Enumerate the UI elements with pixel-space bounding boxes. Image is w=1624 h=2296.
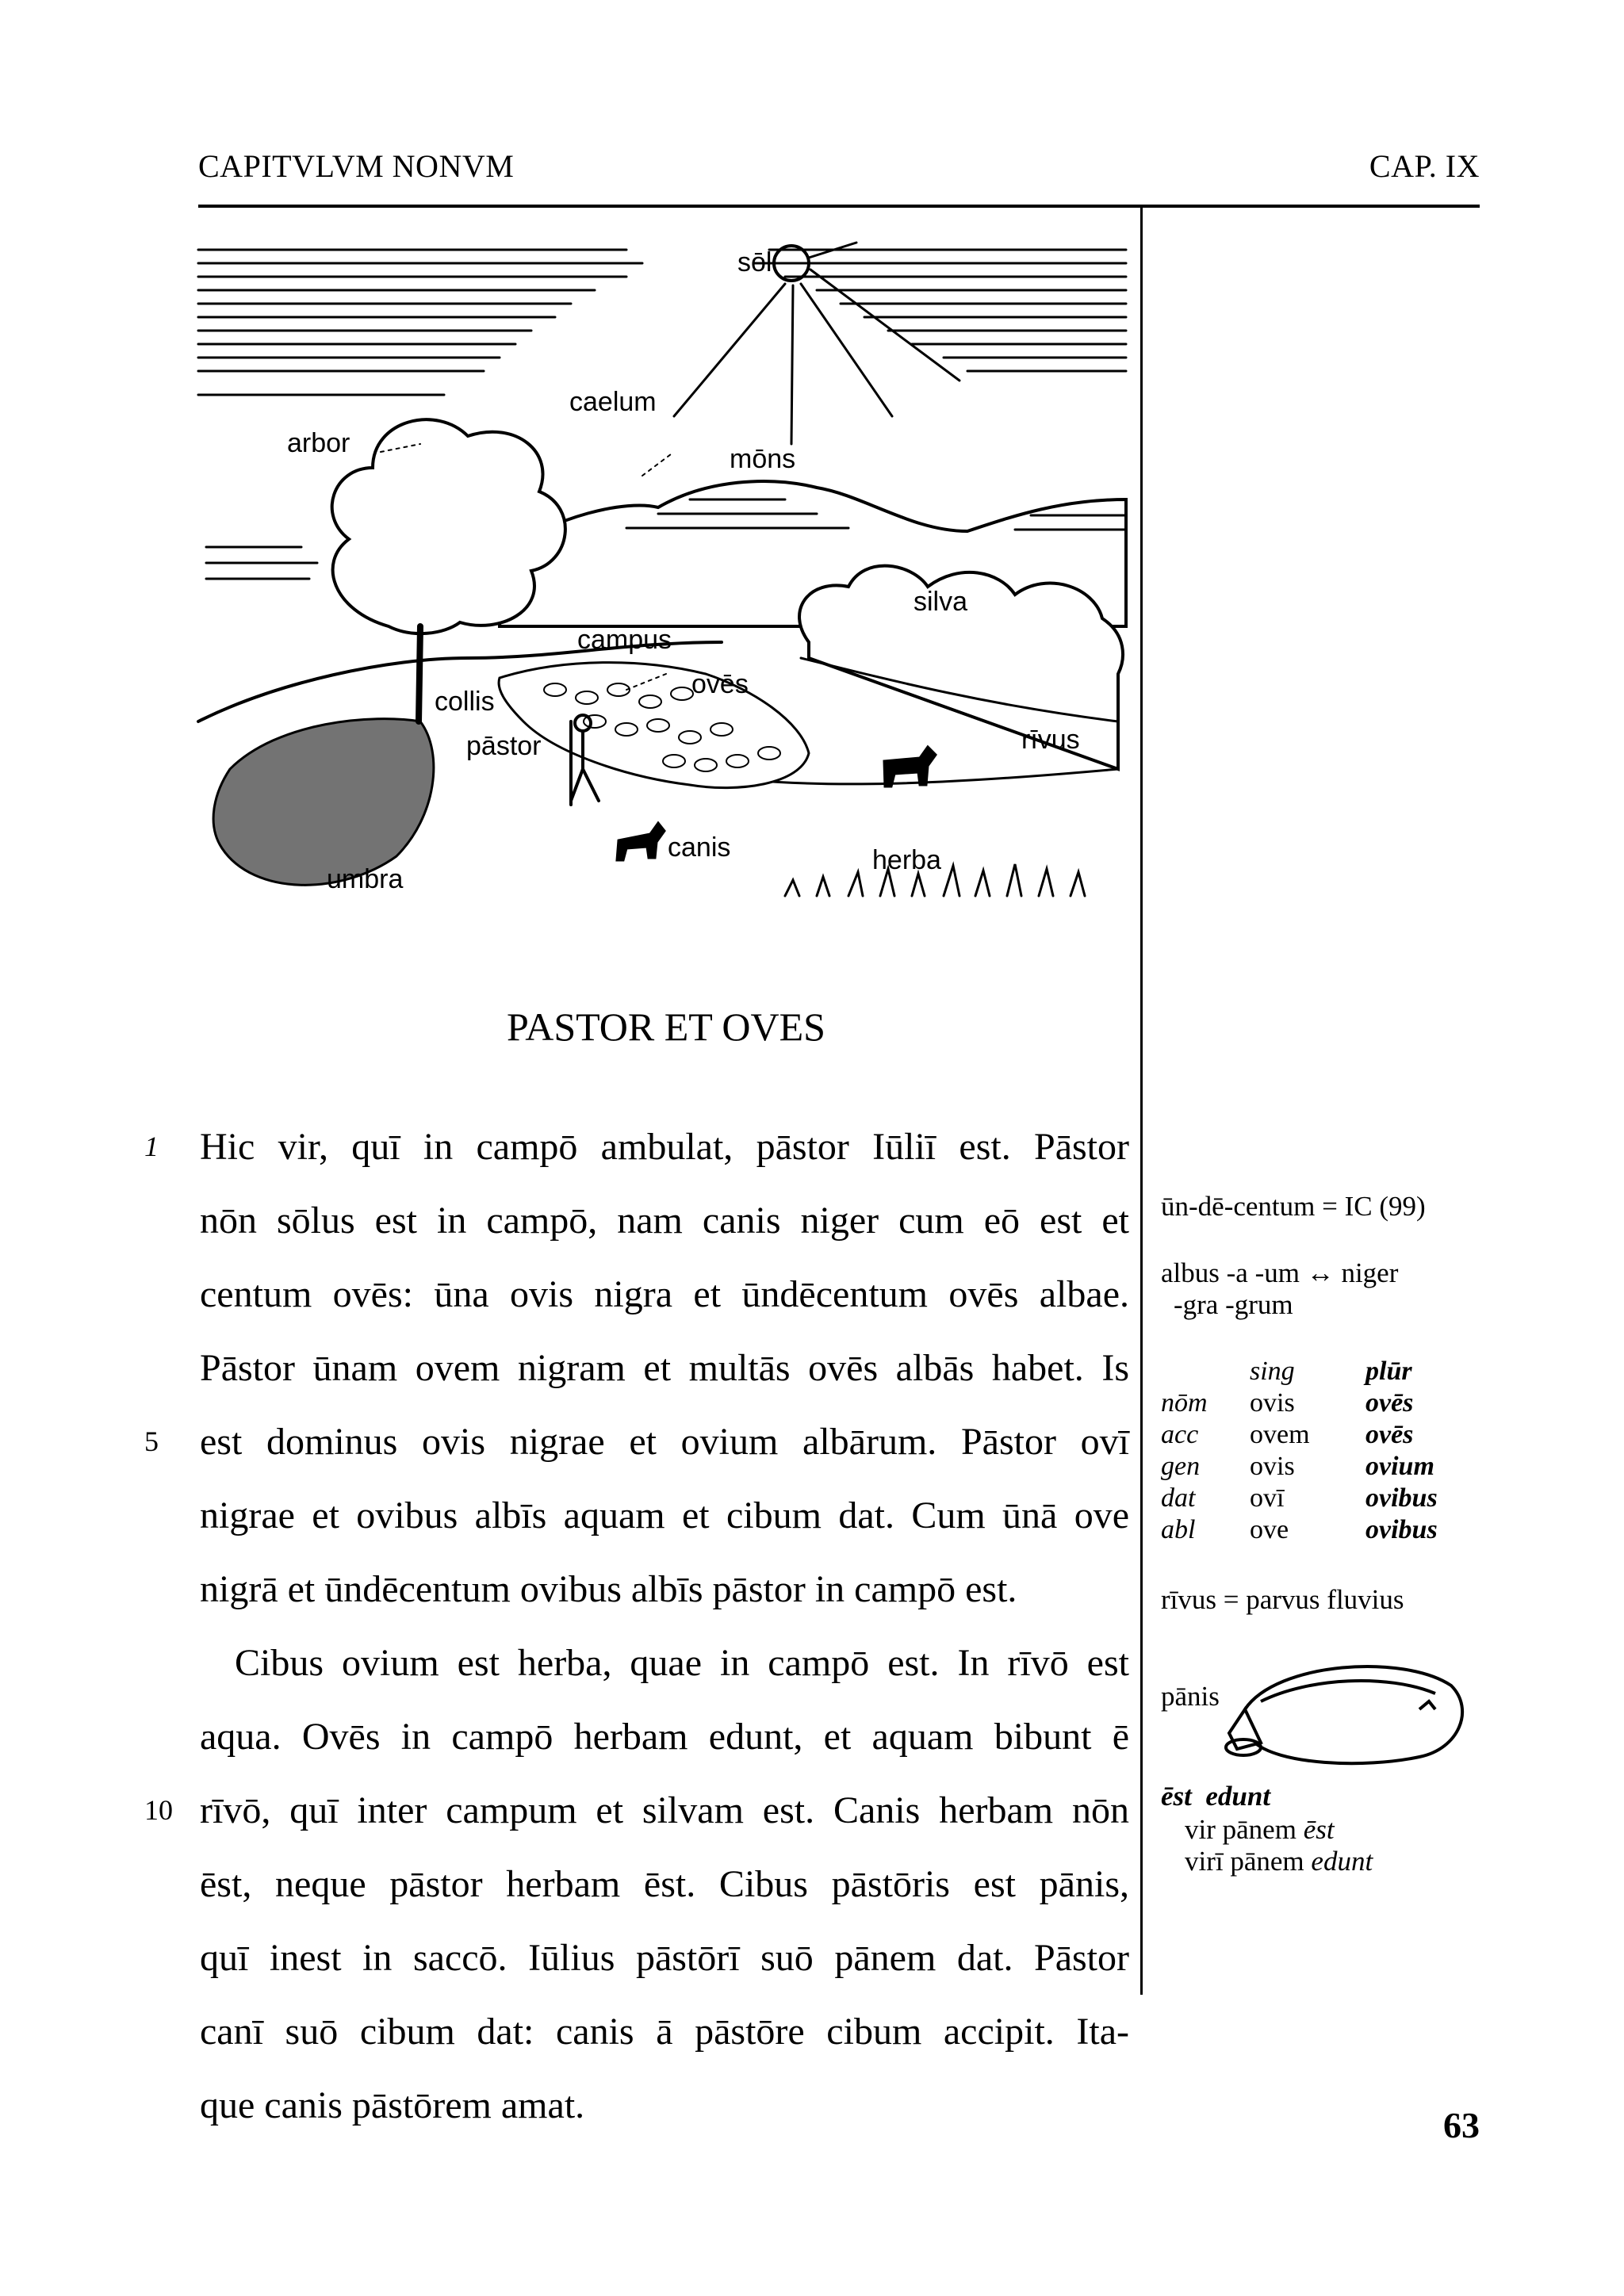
label-pastor: pāstor [466, 731, 542, 761]
chapter-header: CAPITVLVM NONVM [198, 148, 515, 184]
text-line: 5 est dominus ovis nigrae et ovium albārum. Pāstor ovī [200, 1405, 1129, 1479]
margin-note-panis: pānis [1161, 1681, 1220, 1712]
declension-row: gen ovis ovium [1161, 1452, 1434, 1481]
label-silva: silva [914, 587, 968, 617]
text-line: canī suō cibum dat: canis ā pāstōre cibum accipit. Ita- [200, 2011, 1129, 2053]
margin-rule [1140, 206, 1143, 1995]
label-arbor: arbor [287, 428, 350, 458]
label-campus: campus [577, 625, 672, 655]
tree [332, 419, 565, 633]
text-line: centum ovēs: ūna ovis nigra et ūndēcentum ovēs albae. [200, 1273, 1129, 1315]
shadow [213, 719, 434, 886]
margin-note-albus: albus -a -um ↔ niger [1161, 1257, 1399, 1288]
label-collis: collis [435, 687, 495, 717]
margin-note-viri: virī pānem edunt [1185, 1846, 1373, 1877]
text-line: Cibus ovium est herba, quae in campō est. In rīvō est [235, 1642, 1129, 1684]
text-line: ēst, neque pāstor herbam ēst. Cibus pāstōris est pānis, [200, 1863, 1129, 1905]
declension-table [1161, 1356, 1461, 1546]
margin-note-undecentum: ūn-dē-centum = IC (99) [1161, 1191, 1426, 1222]
text-line: 1 Hic vir, quī in campō ambulat, pāstor Iūliī est. Pāstor [200, 1110, 1129, 1184]
label-rivus: rīvus [1021, 725, 1080, 755]
dog-figure [617, 823, 665, 860]
text-line: quī inest in saccō. Iūlius pāstōrī suō pānem dat. Pāstor [200, 1937, 1129, 1979]
text-line: nigrae et ovibus albīs aquam et cibum dat. Cum ūnā ove [200, 1494, 1129, 1536]
bread-icon [1213, 1654, 1475, 1773]
label-caelum: caelum [569, 387, 657, 417]
page-number: 63 [1443, 2105, 1480, 2145]
story-title: PASTOR ET OVES [507, 1004, 825, 1049]
margin-note-rivus: rīvus = parvus fluvius [1161, 1584, 1404, 1615]
line-number: 5 [144, 1425, 159, 1457]
text-line: nōn sōlus est in campō, nam canis niger cum eō est et [200, 1200, 1129, 1242]
sky-hatching [198, 250, 1126, 395]
text-line: que canis pāstōrem amat. [200, 2084, 585, 2126]
declension-row: nōm ovis ovēs [1161, 1388, 1414, 1418]
label-herba: herba [872, 845, 941, 875]
text-line: aqua. Ovēs in campō herbam edunt, et aquam bibunt ē [200, 1716, 1129, 1758]
declension-row: dat ovī ovibus [1161, 1483, 1438, 1513]
story-text [144, 1110, 1129, 2142]
landscape-illustration [182, 214, 1134, 928]
sheep-flock [499, 663, 809, 788]
text-line: 10 rīvō, quī inter campum et silvam est. Canis herbam nōn [200, 1774, 1129, 1847]
label-umbra: umbra [327, 864, 404, 894]
label-mons: mōns [730, 444, 796, 474]
label-sol: sōl [737, 247, 772, 277]
horse-figure [884, 747, 936, 786]
label-canis: canis [668, 832, 731, 863]
declension-row: abl ove ovibus [1161, 1515, 1438, 1544]
label-oves: ovēs [691, 669, 749, 699]
line-number: 10 [144, 1794, 173, 1826]
line-number: 1 [144, 1131, 159, 1162]
header-rule [198, 205, 1480, 208]
declension-row: acc ovem ovēs [1161, 1420, 1414, 1449]
margin-note-est-edunt: ēst edunt [1161, 1781, 1271, 1812]
text-line: nigrā et ūndēcentum ovibus albīs pāstor in campō est. [200, 1568, 1017, 1610]
declension-header: sing plūr [1250, 1357, 1412, 1386]
chapter-number: CAP. IX [1369, 148, 1480, 184]
margin-note-albus-2: -gra -grum [1174, 1289, 1293, 1320]
text-line: Pāstor ūnam ovem nigram et multās ovēs albās habet. Is [200, 1347, 1129, 1389]
margin-note-vir: vir pānem ēst [1185, 1814, 1335, 1845]
